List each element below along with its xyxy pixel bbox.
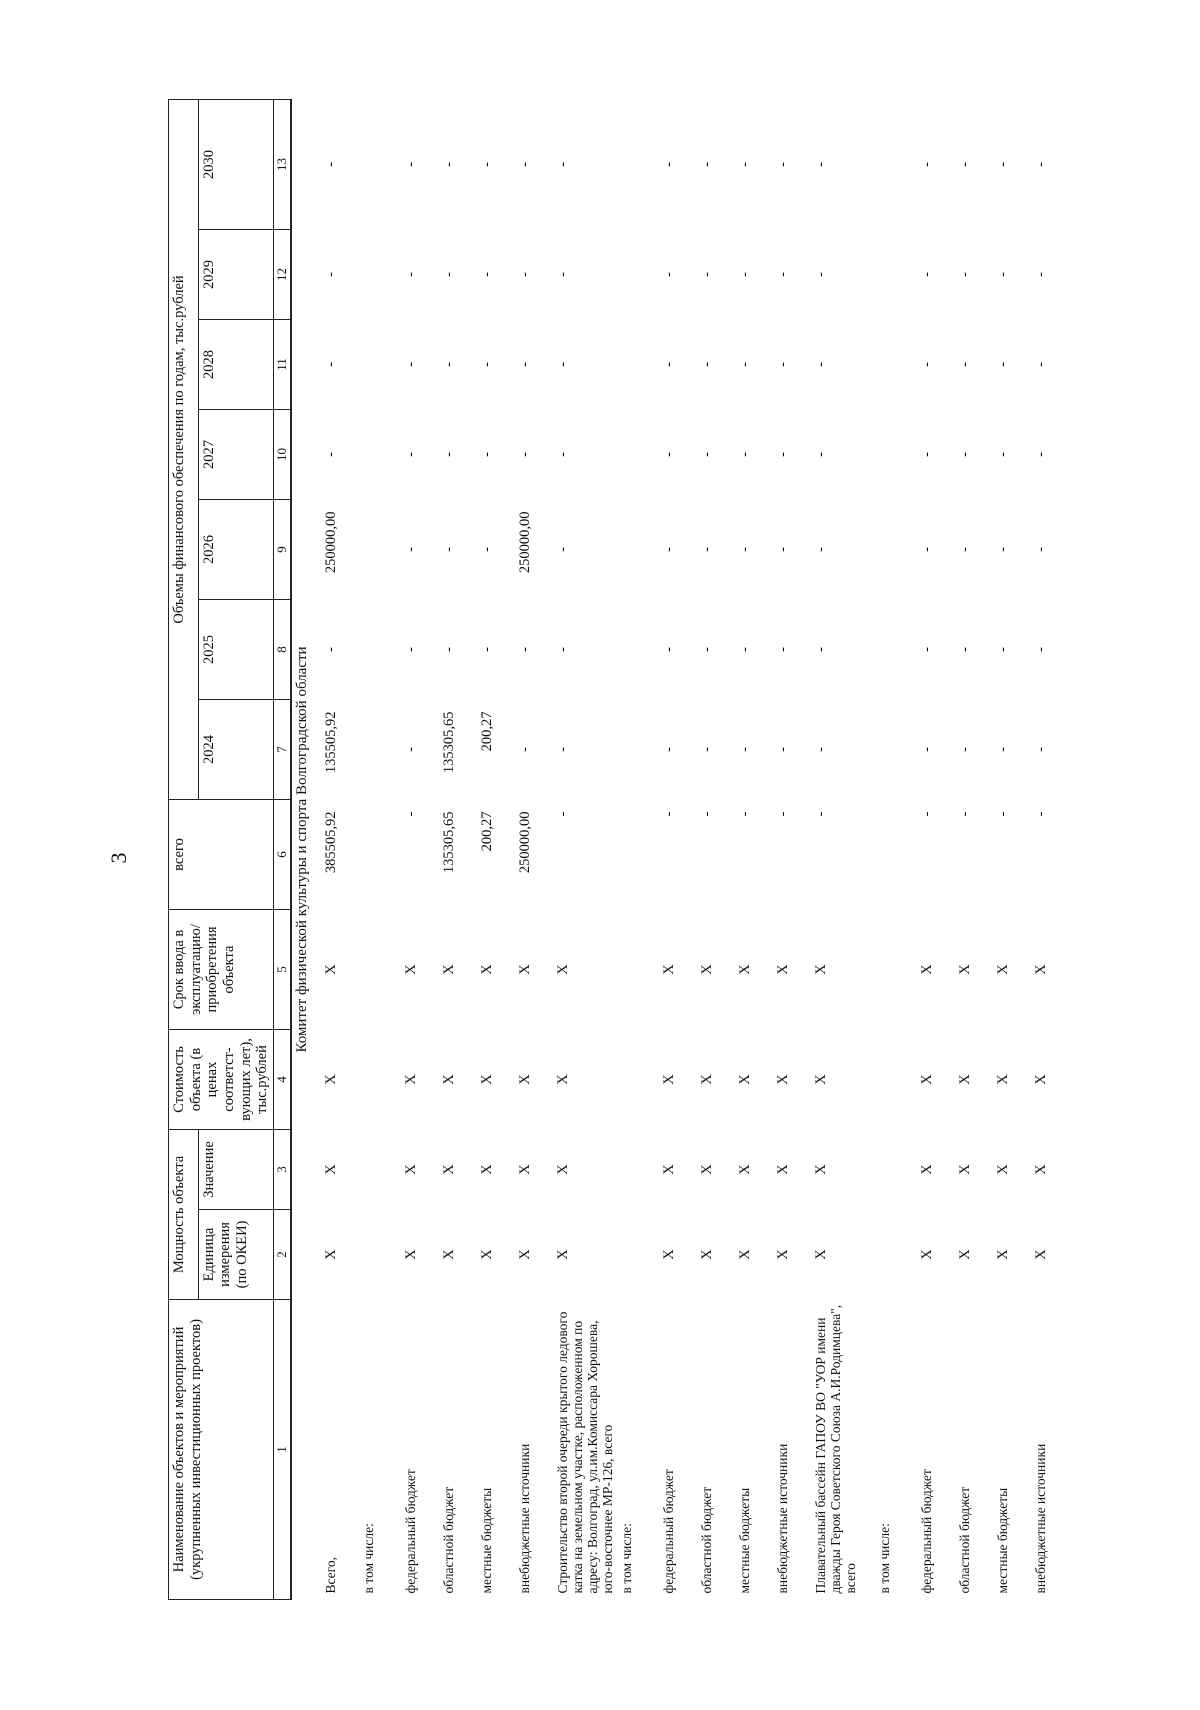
x-mark: X (555, 1249, 572, 1260)
table-row (554, 99, 618, 1599)
total-value: - (813, 811, 830, 817)
year-value: - (323, 647, 340, 652)
x-mark: X (661, 1074, 678, 1085)
table-row (360, 99, 402, 1599)
column-number: 9 (274, 500, 292, 600)
empty-cell (360, 910, 402, 1030)
row-name: местные бюджеты (479, 1487, 495, 1594)
year-value: - (323, 272, 340, 277)
header-year: 2026 (198, 500, 273, 600)
x-mark: X (775, 1249, 792, 1260)
row-name: Строительство второй очереди крытого ледового катка на земельном участке, расположенном по адресу: Волгоград, ул.им.Комиссара Хорошева, юго-восточнее МР-126, всего (555, 1311, 615, 1594)
x-mark: X (737, 964, 754, 975)
empty-cell (618, 230, 660, 320)
column-number: 10 (274, 410, 292, 500)
x-mark: X (995, 964, 1012, 975)
x-mark: X (737, 1074, 754, 1085)
header-funding: Объемы финансового обеспечения по годам, тыс.рублей (169, 99, 199, 799)
year-value: - (441, 272, 458, 277)
year-value: - (403, 272, 420, 277)
year-value: - (737, 747, 754, 752)
column-number: 11 (274, 320, 292, 410)
row-name: федеральный бюджет (919, 1469, 935, 1594)
year-value: - (957, 547, 974, 552)
column-number: 12 (274, 230, 292, 320)
year-value: - (555, 452, 572, 457)
empty-cell (876, 800, 918, 910)
x-mark: X (957, 1074, 974, 1085)
year-value: - (1033, 162, 1050, 167)
year-value: - (957, 272, 974, 277)
empty-cell (618, 600, 660, 700)
row-name: федеральный бюджет (403, 1469, 419, 1594)
year-value: - (441, 362, 458, 367)
x-mark: X (1033, 1074, 1050, 1085)
row-name: областной бюджет (441, 1486, 457, 1594)
year-value: - (479, 452, 496, 457)
table-row (1032, 99, 1070, 1599)
year-value: - (775, 452, 792, 457)
year-value: - (957, 362, 974, 367)
table-row (660, 99, 698, 1599)
year-value: - (1033, 272, 1050, 277)
empty-cell (618, 410, 660, 500)
x-mark: X (323, 1164, 340, 1175)
year-value: - (775, 162, 792, 167)
section-title: Комитет физической культуры и спорта Волгоградской области (294, 646, 311, 1053)
total-value: 135305,65 (441, 811, 458, 874)
empty-cell (876, 410, 918, 500)
x-mark: X (957, 1164, 974, 1175)
year-value: - (479, 362, 496, 367)
row-name: Всего, (323, 1557, 339, 1594)
table-row (516, 99, 554, 1599)
year-value: - (403, 162, 420, 167)
year-value: - (995, 162, 1012, 167)
year-value: - (699, 362, 716, 367)
header-total: всего (169, 800, 274, 910)
header-term: Срок ввода в эксплуатацию/ приобретения объекта (169, 910, 274, 1030)
table-row (736, 99, 774, 1599)
year-value: - (775, 547, 792, 552)
header-year: 2024 (198, 700, 273, 800)
x-mark: X (441, 964, 458, 975)
year-value: - (919, 272, 936, 277)
table-row (402, 99, 440, 1599)
total-value: - (995, 811, 1012, 817)
year-value: - (555, 547, 572, 552)
x-mark: X (737, 1249, 754, 1260)
year-value: - (775, 647, 792, 652)
year-value: - (737, 272, 754, 277)
year-value: - (1033, 362, 1050, 367)
table-row (994, 99, 1032, 1599)
header-cost: Стоимость объекта (в ценах соответст-вующих лет), тыс.рублей (169, 1030, 274, 1130)
year-value: - (813, 547, 830, 552)
year-value: - (995, 747, 1012, 752)
x-mark: X (1033, 1249, 1050, 1260)
x-mark: X (813, 964, 830, 975)
year-value: - (813, 272, 830, 277)
x-mark: X (441, 1249, 458, 1260)
header-year: 2028 (198, 320, 273, 410)
x-mark: X (441, 1164, 458, 1175)
total-value: - (661, 811, 678, 817)
empty-cell (360, 410, 402, 500)
empty-cell (618, 500, 660, 600)
x-mark: X (699, 964, 716, 975)
year-value: - (403, 547, 420, 552)
year-value: - (919, 547, 936, 552)
x-mark: X (995, 1074, 1012, 1085)
year-value: - (661, 647, 678, 652)
column-number: 6 (274, 800, 292, 910)
x-mark: X (775, 1164, 792, 1175)
header-capacity: Мощность объекта (169, 1130, 199, 1300)
year-value: - (517, 452, 534, 457)
column-number: 4 (274, 1030, 292, 1130)
year-value: - (775, 362, 792, 367)
year-value: - (1033, 647, 1050, 652)
year-value: - (661, 452, 678, 457)
x-mark: X (403, 964, 420, 975)
x-mark: X (517, 1074, 534, 1085)
x-mark: X (919, 1164, 936, 1175)
empty-cell (360, 1210, 402, 1300)
year-value: - (919, 362, 936, 367)
empty-cell (360, 99, 402, 229)
year-value: - (479, 647, 496, 652)
year-value: - (995, 272, 1012, 277)
x-mark: X (775, 964, 792, 975)
year-value: - (517, 272, 534, 277)
table-row (918, 99, 956, 1599)
empty-cell (618, 700, 660, 800)
year-value: - (661, 272, 678, 277)
empty-cell (618, 320, 660, 410)
year-value: - (995, 362, 1012, 367)
year-value: - (441, 647, 458, 652)
header-year: 2029 (198, 230, 273, 320)
table-body (291, 99, 1070, 1599)
x-mark: X (403, 1074, 420, 1085)
x-mark: X (813, 1074, 830, 1085)
row-name: внебюджетные источники (775, 1443, 791, 1594)
year-value: - (661, 162, 678, 167)
x-mark: X (323, 1074, 340, 1085)
empty-cell (876, 99, 918, 229)
year-value: - (813, 647, 830, 652)
x-mark: X (517, 1249, 534, 1260)
x-mark: X (555, 964, 572, 975)
column-number: 7 (274, 700, 292, 800)
table-row (876, 99, 918, 1599)
year-value: - (813, 747, 830, 752)
year-value: - (699, 647, 716, 652)
empty-cell (876, 910, 918, 1030)
x-mark: X (323, 964, 340, 975)
year-value: - (995, 547, 1012, 552)
year-value: - (403, 362, 420, 367)
x-mark: X (517, 1164, 534, 1175)
year-value: - (403, 647, 420, 652)
year-value: - (479, 162, 496, 167)
row-name: Плавательный бассейн ГАПОУ ВО "УОР имени дважды Героя Советского Союза А.И.Родимцева", всего (813, 1304, 858, 1594)
year-value: - (737, 362, 754, 367)
x-mark: X (661, 964, 678, 975)
x-mark: X (661, 1249, 678, 1260)
empty-cell (360, 600, 402, 700)
year-value: - (699, 162, 716, 167)
year-value: - (699, 272, 716, 277)
year-value: - (403, 747, 420, 752)
table-row (956, 99, 994, 1599)
column-number: 1 (274, 1300, 292, 1600)
x-mark: X (813, 1249, 830, 1260)
empty-cell (360, 230, 402, 320)
year-value: - (737, 647, 754, 652)
x-mark: X (323, 1249, 340, 1260)
x-mark: X (517, 964, 534, 975)
header-name: Наименование объектов и мероприятий (укрупненных инвестиционных проектов) (169, 1300, 274, 1600)
table-row (698, 99, 736, 1599)
year-value: - (661, 362, 678, 367)
row-name: в том числе: (619, 1523, 635, 1594)
total-value: - (737, 811, 754, 817)
year-value: 135505,92 (323, 711, 340, 774)
x-mark: X (661, 1164, 678, 1175)
x-mark: X (699, 1164, 716, 1175)
year-value: - (699, 747, 716, 752)
column-number-row (274, 99, 292, 1599)
table-row (478, 99, 516, 1599)
empty-cell (618, 99, 660, 229)
x-mark: X (957, 964, 974, 975)
row-name: федеральный бюджет (661, 1469, 677, 1594)
row-name: в том числе: (877, 1523, 893, 1594)
x-mark: X (441, 1074, 458, 1085)
x-mark: X (479, 1074, 496, 1085)
x-mark: X (403, 1164, 420, 1175)
year-value: - (737, 547, 754, 552)
year-value: - (699, 452, 716, 457)
rotated-table-container (168, 100, 1080, 1600)
year-value: - (919, 647, 936, 652)
total-value: - (699, 811, 716, 817)
column-number: 13 (274, 99, 292, 229)
header-unit: Единица измерения (по ОКЕИ) (198, 1210, 273, 1300)
total-value: 200,27 (479, 811, 496, 852)
year-value: - (517, 362, 534, 367)
year-value: - (441, 162, 458, 167)
x-mark: X (919, 964, 936, 975)
year-value: - (1033, 452, 1050, 457)
total-value: - (919, 811, 936, 817)
year-value: - (737, 452, 754, 457)
row-name: в том числе: (361, 1523, 377, 1594)
x-mark: X (699, 1249, 716, 1260)
empty-cell (876, 1130, 918, 1210)
x-mark: X (995, 1164, 1012, 1175)
empty-cell (360, 1030, 402, 1130)
x-mark: X (699, 1074, 716, 1085)
empty-cell (876, 500, 918, 600)
total-value: - (1033, 811, 1050, 817)
year-value: - (555, 362, 572, 367)
empty-cell (618, 800, 660, 910)
table-row (440, 99, 478, 1599)
year-value: 135305,65 (441, 711, 458, 774)
year-value: 250000,00 (323, 511, 340, 574)
header-year: 2025 (198, 600, 273, 700)
year-value: - (323, 362, 340, 367)
table-row (812, 99, 876, 1599)
year-value: - (555, 747, 572, 752)
row-name: областной бюджет (699, 1486, 715, 1594)
row-name: областной бюджет (957, 1486, 973, 1594)
row-name: местные бюджеты (737, 1487, 753, 1594)
year-value: - (737, 162, 754, 167)
year-value: - (555, 647, 572, 652)
x-mark: X (957, 1249, 974, 1260)
year-value: - (957, 162, 974, 167)
section-row (291, 99, 322, 1599)
x-mark: X (555, 1164, 572, 1175)
row-name: внебюджетные источники (1033, 1443, 1049, 1594)
x-mark: X (1033, 1164, 1050, 1175)
x-mark: X (737, 1164, 754, 1175)
empty-cell (360, 500, 402, 600)
funding-table (168, 99, 1070, 1600)
header-year: 2030 (198, 99, 273, 229)
year-value: - (775, 747, 792, 752)
year-value: - (517, 162, 534, 167)
header-year: 2027 (198, 410, 273, 500)
x-mark: X (479, 1164, 496, 1175)
year-value: - (995, 452, 1012, 457)
year-value: - (957, 647, 974, 652)
empty-cell (618, 1130, 660, 1210)
year-value: - (441, 452, 458, 457)
total-value: - (403, 811, 420, 817)
empty-cell (876, 600, 918, 700)
column-number: 2 (274, 1210, 292, 1300)
year-value: 200,27 (479, 711, 496, 752)
year-value: 250000,00 (517, 511, 534, 574)
table-row (322, 99, 360, 1599)
empty-cell (360, 1130, 402, 1210)
column-number: 8 (274, 600, 292, 700)
year-value: - (1033, 547, 1050, 552)
total-value: 385505,92 (323, 811, 340, 874)
total-value: - (555, 811, 572, 817)
year-value: - (661, 747, 678, 752)
x-mark: X (1033, 964, 1050, 975)
year-value: - (323, 452, 340, 457)
year-value: - (661, 547, 678, 552)
year-value: - (813, 452, 830, 457)
empty-cell (876, 1030, 918, 1130)
year-value: - (919, 162, 936, 167)
year-value: - (919, 747, 936, 752)
year-value: - (775, 272, 792, 277)
year-value: - (813, 362, 830, 367)
row-name: внебюджетные источники (517, 1443, 533, 1594)
empty-cell (876, 230, 918, 320)
x-mark: X (919, 1249, 936, 1260)
x-mark: X (995, 1249, 1012, 1260)
x-mark: X (555, 1074, 572, 1085)
year-value: - (555, 162, 572, 167)
row-name: местные бюджеты (995, 1487, 1011, 1594)
column-number: 3 (274, 1130, 292, 1210)
year-value: - (813, 162, 830, 167)
year-value: - (441, 547, 458, 552)
x-mark: X (813, 1164, 830, 1175)
table-row (618, 99, 660, 1599)
x-mark: X (403, 1249, 420, 1260)
total-value: - (957, 811, 974, 817)
year-value: - (957, 452, 974, 457)
year-value: - (479, 547, 496, 552)
empty-cell (360, 320, 402, 410)
x-mark: X (775, 1074, 792, 1085)
header-value: Значение (198, 1130, 273, 1210)
empty-cell (618, 1030, 660, 1130)
total-value: - (775, 811, 792, 817)
year-value: - (699, 547, 716, 552)
x-mark: X (919, 1074, 936, 1085)
empty-cell (876, 700, 918, 800)
empty-cell (360, 700, 402, 800)
empty-cell (876, 320, 918, 410)
year-value: - (957, 747, 974, 752)
empty-cell (876, 1210, 918, 1300)
empty-cell (618, 910, 660, 1030)
x-mark: X (479, 964, 496, 975)
x-mark: X (479, 1249, 496, 1260)
empty-cell (360, 800, 402, 910)
column-number: 5 (274, 910, 292, 1030)
year-value: - (995, 647, 1012, 652)
year-value: - (517, 647, 534, 652)
year-value: - (1033, 747, 1050, 752)
year-value: - (403, 452, 420, 457)
year-value: - (323, 162, 340, 167)
total-value: 250000,00 (517, 811, 534, 874)
year-value: - (555, 272, 572, 277)
table-row (774, 99, 812, 1599)
empty-cell (618, 1210, 660, 1300)
year-value: - (479, 272, 496, 277)
year-value: - (517, 747, 534, 752)
page-number: 3 (106, 852, 131, 864)
year-value: - (919, 452, 936, 457)
